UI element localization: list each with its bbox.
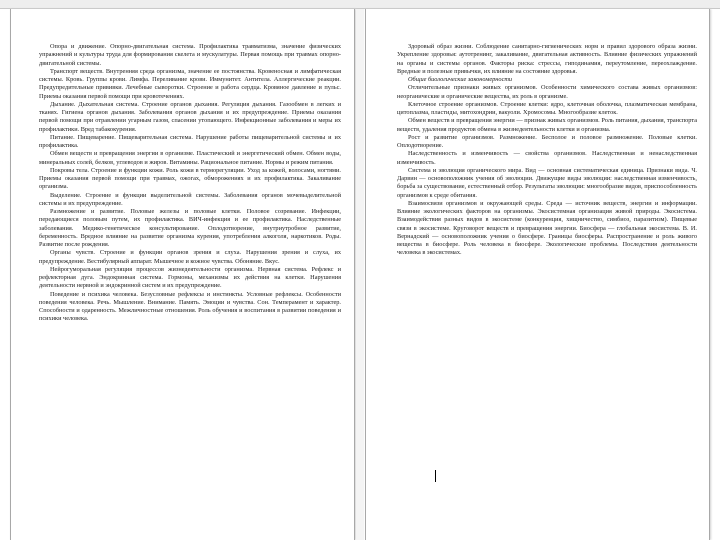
viewer-top-strip [0,0,720,9]
paragraph: Обмен веществ и превращения энергии — признак живых организмов. Роль питания, дыхания, транспорта веществ, удаления продуктов обмена в жизнедеятельности клетки и организма. [397,117,697,133]
page-left[interactable] [10,9,355,540]
paragraph: Наследственность и изменчивость — свойства организмов. Наследственная и ненаследственная изменчивость. [397,150,697,166]
paragraph: Нейрогуморальная регуляция процессов жизнедеятельности организма. Нервная система. Рефлекс и рефлекторная дуга. Эндокринная система. Гормоны, механизмы их действия на клетки. Нарушения деятельности нервной и эндокринной систем и их предупреждение. [39,265,341,290]
paragraph: Дыхание. Дыхательная система. Строение органов дыхания. Регуляция дыхания. Газообмен в легких и тканях. Гигиена органов дыхания. Заболевания органов дыхания и их предупреждение. Приемы оказания первой помощи при отравлении угарным газом, спасении утопающего. Инфекционные заболевания и меры их профилактики. Вред табакокурения. [39,100,341,133]
paragraph: Клеточное строение организмов. Строение клетки: ядро, клеточная оболочка, плазматическая мембрана, цитоплазма, пластиды, митохондрии, вакуоли. Хромосомы. Многообразие клеток. [397,100,697,116]
paragraph: Выделение. Строение и функции выделительной системы. Заболевания органов мочевыделительной системы и их предупреждение. [39,191,341,207]
page-gap [356,9,364,540]
page-right[interactable] [365,9,710,540]
page-right-text [397,43,697,258]
paragraph: Система и эволюция органического мира. Вид — основная систематическая единица. Признаки вида. Ч. Дарвин — основоположник учения об эволюции. Движущие виды эволюции: наследственная изменчивость, борьба за существование, естественный отбор. Результаты эволюции: многообразие видов, приспособленность организмов к среде обитания. [397,166,697,199]
paragraph: Здоровый образ жизни. Соблюдение санитарно-гигиенических норм и правил здорового образа жизни. Укрепление здоровья: аутотренинг, закаливание, двигательная активность. Влияние физических упражнений на органы и системы органов. Факторы риска: стрессы, гиподинамия, переутомление, переохлаждение. Вредные и полезные привычки, их влияние на состояние здоровья. [397,43,697,75]
paragraph: Органы чувств. Строение и функции органов зрения и слуха. Нарушения зрения и слуха, их предупреждение. Вестибулярный аппарат. Мышечное и кожное чувства. Обоняние. Вкус. [39,249,341,265]
section-heading: Общие биологические закономерности [408,76,513,83]
paragraph: Опора и движение. Опорно-двигательная система. Профилактика травматизма, значение физических упражнений и культуры труда для формирования скелета и мускулатуры. Первая помощь при травмах опорно-двигательной системы. [39,43,341,67]
paragraph: Взаимосвязи организмов и окружающей среды. Среда — источник веществ, энергии и информации. Влияние экологических факторов на организмы. Экосистемная организация живой природы. Экосистема. Взаимодействия разных видов в экосистеме (конкуренция, хищничество, симбиоз, паразитизм). Пищевые связи в экосистеме. Круговорот веществ и превращения энергии. Биосфера — глобальная экосистема. В. И. Вернадский — основоположник учения о биосфере. Границы биосферы. Распространение и роль живого вещества в биосфере. Роль человека в биосфере. Экологические проблемы. Последствия деятельности человека в экосистемах. [397,199,697,257]
paragraph: Питание. Пищеварение. Пищеварительная система. Нарушение работы пищеварительной системы и их профилактика. [39,133,341,149]
paragraph: Обмен веществ и превращения энергии в организме. Пластический и энергетический обмен. Обмен воды, минеральных солей, белков, углеводов и жиров. Витамины. Рациональное питание. Нормы и режим питания. [39,150,341,166]
paragraph: Поведение и психика человека. Безусловные рефлексы и инстинкты. Условные рефлексы. Особенности поведения человека. Речь. Мышление. Внимание. Память. Эмоции и чувства. Сон. Темперамент и характер. Способности и одаренность. Межличностные отношения. Роль обучения и воспитания в развитии поведения и психики человека. [39,290,341,323]
paragraph: Рост и развитие организмов. Размножение. Бесполое и половое размножение. Половые клетки. Оплодотворение. [397,133,697,149]
paragraph: Отличительные признаки живых организмов. Особенности химического состава живых организмов: неорганические и органические вещества, их роль в организме. [397,84,697,100]
paragraph: Покровы тела. Строение и функции кожи. Роль кожи в терморегуляции. Уход за кожей, волосами, ногтями. Приемы оказания первой помощи при травмах, ожогах, обморожениях и их профилактика. Закаливание организма. [39,166,341,191]
text-cursor [435,470,436,482]
paragraph: Размножение и развитие. Половые железы и половые клетки. Половое созревание. Инфекции, передающиеся половым путем, их профилактика. ВИЧ-инфекция и ее профилактика. Наследственные заболевания. Медико-генетическое консультирование. Оплодотворение, внутриутробное развитие, беременность. Вредное влияние на развитие организма курения, употребления алкоголя, наркотиков. Роды. Развитие после рождения. [39,208,341,248]
page-left-text [39,43,341,324]
paragraph: Транспорт веществ. Внутренняя среда организма, значение ее постоянства. Кровеносная и лимфатическая системы. Кровь. Группы крови. Лимфа. Переливание крови. Иммунитет. Антитела. Аллергические реакции. Предупредительные прививки. Лечебные сыворотки. Строение и работа сердца. Кровяное давление и пульс. Приемы оказания первой помощи при кровотечениях. [39,67,341,100]
